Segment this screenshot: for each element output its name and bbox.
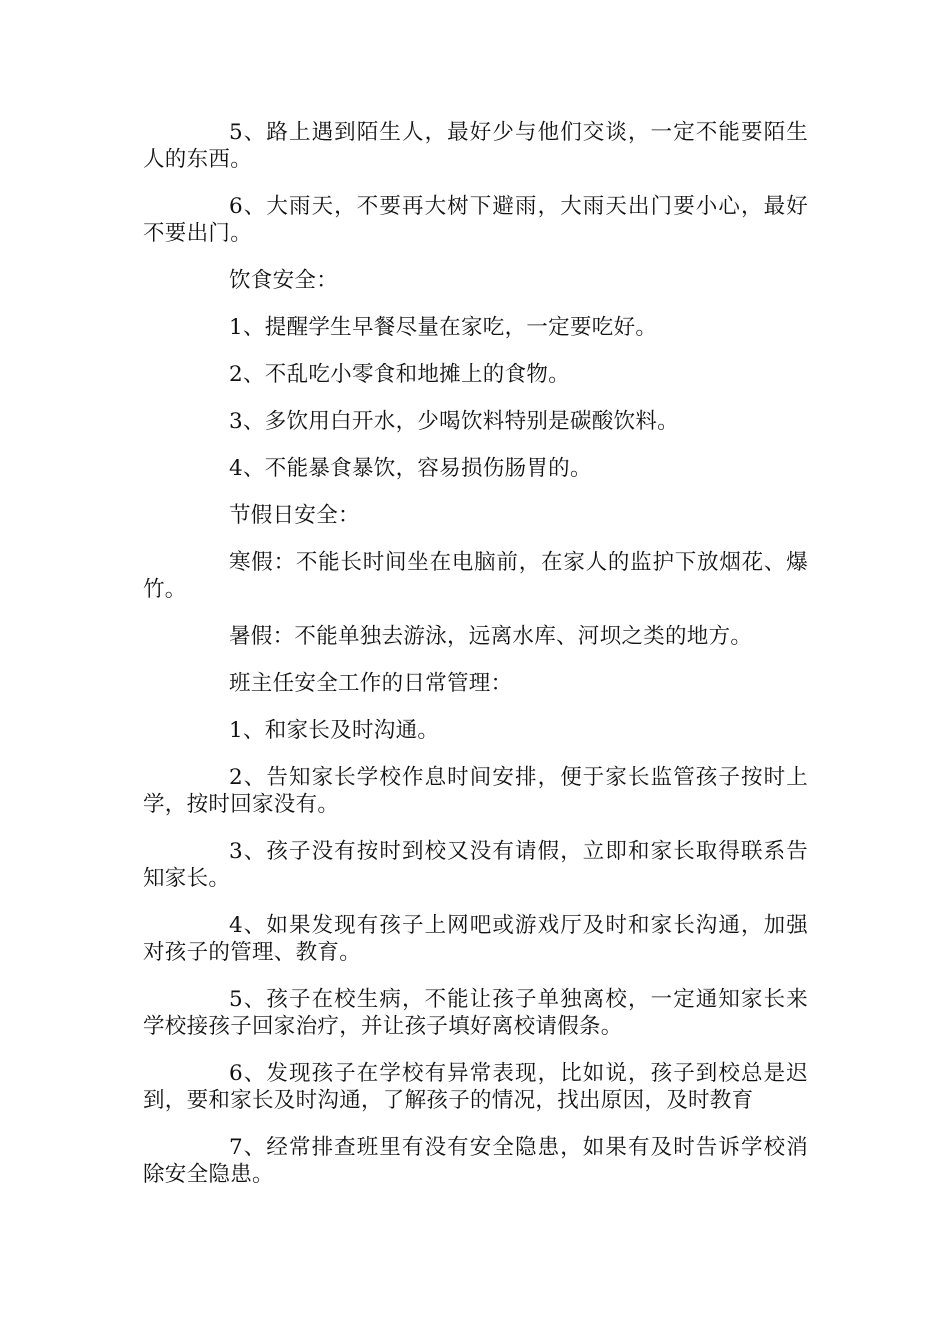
- paragraph-absence: 3、孩子没有按时到校又没有请假，立即和家长取得联系告知家长。: [143, 839, 808, 891]
- paragraph-parent-communication: 1、和家长及时沟通。: [229, 718, 440, 743]
- paragraph-drink-water: 3、多饮用白开水，少喝饮料特别是碳酸饮料。: [229, 409, 679, 434]
- paragraph-winter-break: 寒假：不能长时间坐在电脑前，在家人的监护下放烟花、爆竹。: [143, 550, 808, 602]
- paragraph-overeating: 4、不能暴食暴饮，容易损伤肠胃的。: [229, 456, 592, 481]
- paragraph-rainy-day: 6、大雨天，不要再大树下避雨，大雨天出门要小心，最好不要出门。: [143, 194, 808, 246]
- heading-food-safety: 饮食安全：: [229, 268, 339, 293]
- paragraph-snacks: 2、不乱吃小零食和地摊上的食物。: [229, 362, 570, 387]
- paragraph-schedule: 2、告知家长学校作息时间安排，便于家长监管孩子按时上学，按时回家没有。: [143, 765, 808, 817]
- paragraph-internet-cafe: 4、如果发现有孩子上网吧或游戏厅及时和家长沟通，加强对孩子的管理、教育。: [143, 913, 808, 965]
- paragraph-abnormal-behavior: 6、发现孩子在学校有异常表现，比如说，孩子到校总是迟到，要和家长及时沟通，了解孩子的情况，找出原因，及时教育: [143, 1061, 808, 1113]
- heading-holiday-safety: 节假日安全：: [229, 503, 360, 528]
- paragraph-summer-break: 暑假：不能单独去游泳，远离水库、河坝之类的地方。: [229, 624, 753, 649]
- paragraph-illness: 5、孩子在校生病，不能让孩子单独离校，一定通知家长来学校接孩子回家治疗，并让孩子填好离校请假条。: [143, 987, 808, 1039]
- document-body: [143, 119, 808, 1208]
- heading-daily-management: 班主任安全工作的日常管理：: [229, 671, 513, 696]
- paragraph-road-strangers: 5、路上遇到陌生人，最好少与他们交谈，一定不能要陌生人的东西。: [143, 120, 808, 172]
- paragraph-breakfast: 1、提醒学生早餐尽量在家吃，一定要吃好。: [229, 315, 658, 340]
- paragraph-hazard-check: 7、经常排查班里有没有安全隐患，如果有及时告诉学校消除安全隐患。: [143, 1135, 808, 1187]
